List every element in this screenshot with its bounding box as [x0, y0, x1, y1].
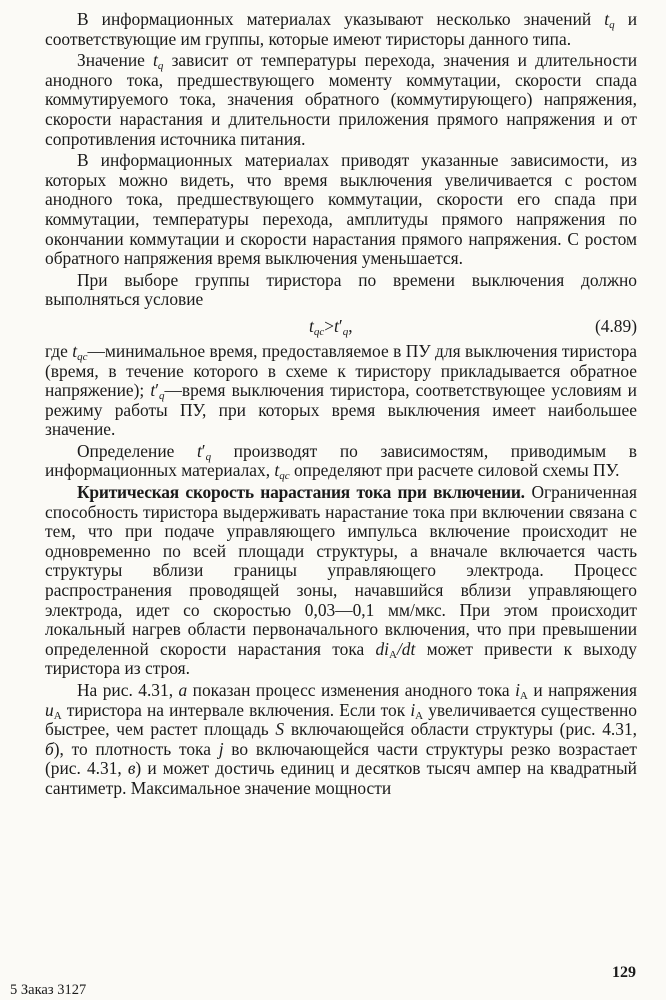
paragraph-6: Определение $t'_q$ производят по зависимостям, приводимым в информационных материалах, $t_{qc}$ определяют при расчете силовой схемы ПУ.: [45, 440, 637, 483]
paragraph-4: При выборе группы тиристора по времени выключения должно выполняться условие: [45, 269, 637, 310]
section-heading: Критическая скорость нарастания тока при включении.: [77, 482, 525, 503]
body-text: [45, 10, 637, 799]
paragraph-3: В информационных материалах приводят указанные зависимости, из которых можно видеть, что время выключения увеличивается с ростом анодного тока, предшествующего коммутации, скорости его спада при коммутации, температуры перехода, амплитуды прямого напряжения по окончании коммутации и скорости нарастания прямого напряжения. С ростом обратного напряжения время выключения уменьшается.: [45, 150, 637, 269]
formula-4-89: [45, 314, 637, 340]
page-number: 129: [612, 964, 636, 981]
print-order-note: 5 Заказ 3127: [10, 982, 87, 998]
paragraph-2: Значение $t_q$ зависит от температуры перехода, значения и длительности анодного тока, предшествующего моменту коммутации, скорости спада коммутируемого тока, значения обратного (коммутирующего) напряжения, скорости нарастания и длительности приложения прямого напряжения и от сопротивления источника питания.: [45, 50, 637, 149]
paragraph-5: где $t_{qc}—минимальное$ время, предоставляемое в ПУ для выключения тиристора (время, в течение которого в схеме к тиристору прикладывается обратное напряжение); $t'_q—время$ выключения тиристора, соответствующее условиям и режиму работы ПУ, при которых время выключения имеет наибольшее значение.: [45, 340, 637, 440]
paragraph-1: В информационных материалах указывают несколько значений $t_q$ и соответствующие им группы, которые имеют тиристоры данного типа.: [45, 9, 638, 49]
formula-expression: $t_{qc}>t'_q$,: [309, 315, 353, 338]
paragraph-8: На рис. 4.31, а показан процесс изменения анодного тока $i_A$ и напряжения $u_A$ тиристора на интервале включения. Если ток $i_A$ увеличивается существенно быстрее, чем растет площадь S включающейся области структуры (рис. 4.31, б), то плотность тока j во включающейся части структуры резко возрастает (рис. 4.31, в) и может достичь единиц и десятков тысяч ампер на квадратный сантиметр. Максимальное значение мощности: [45, 680, 638, 798]
page-footer: [0, 964, 666, 1000]
paragraph-7: Критическая скорость нарастания тока при включении. Ограниченная способность тиристора выдерживать нарастание тока при включении связана с тем, что при подаче управляющего импульса включение происходит не одновременно по всей площади структуры, а вначале включается часть структуры вблизи границы управляющего электрода. Процесс распространения проводящей зоны, начавшийся вблизи управляющего электрода, идет со скоростью 0,03—0,1 мм/мкс. При этом происходит локальный нагрев области первоначального включения, что при превышении определенной скорости нарастания тока $di_A/dt$ может привести к выходу тиристора из строя.: [45, 482, 637, 679]
formula-number: (4.89): [594, 315, 637, 336]
